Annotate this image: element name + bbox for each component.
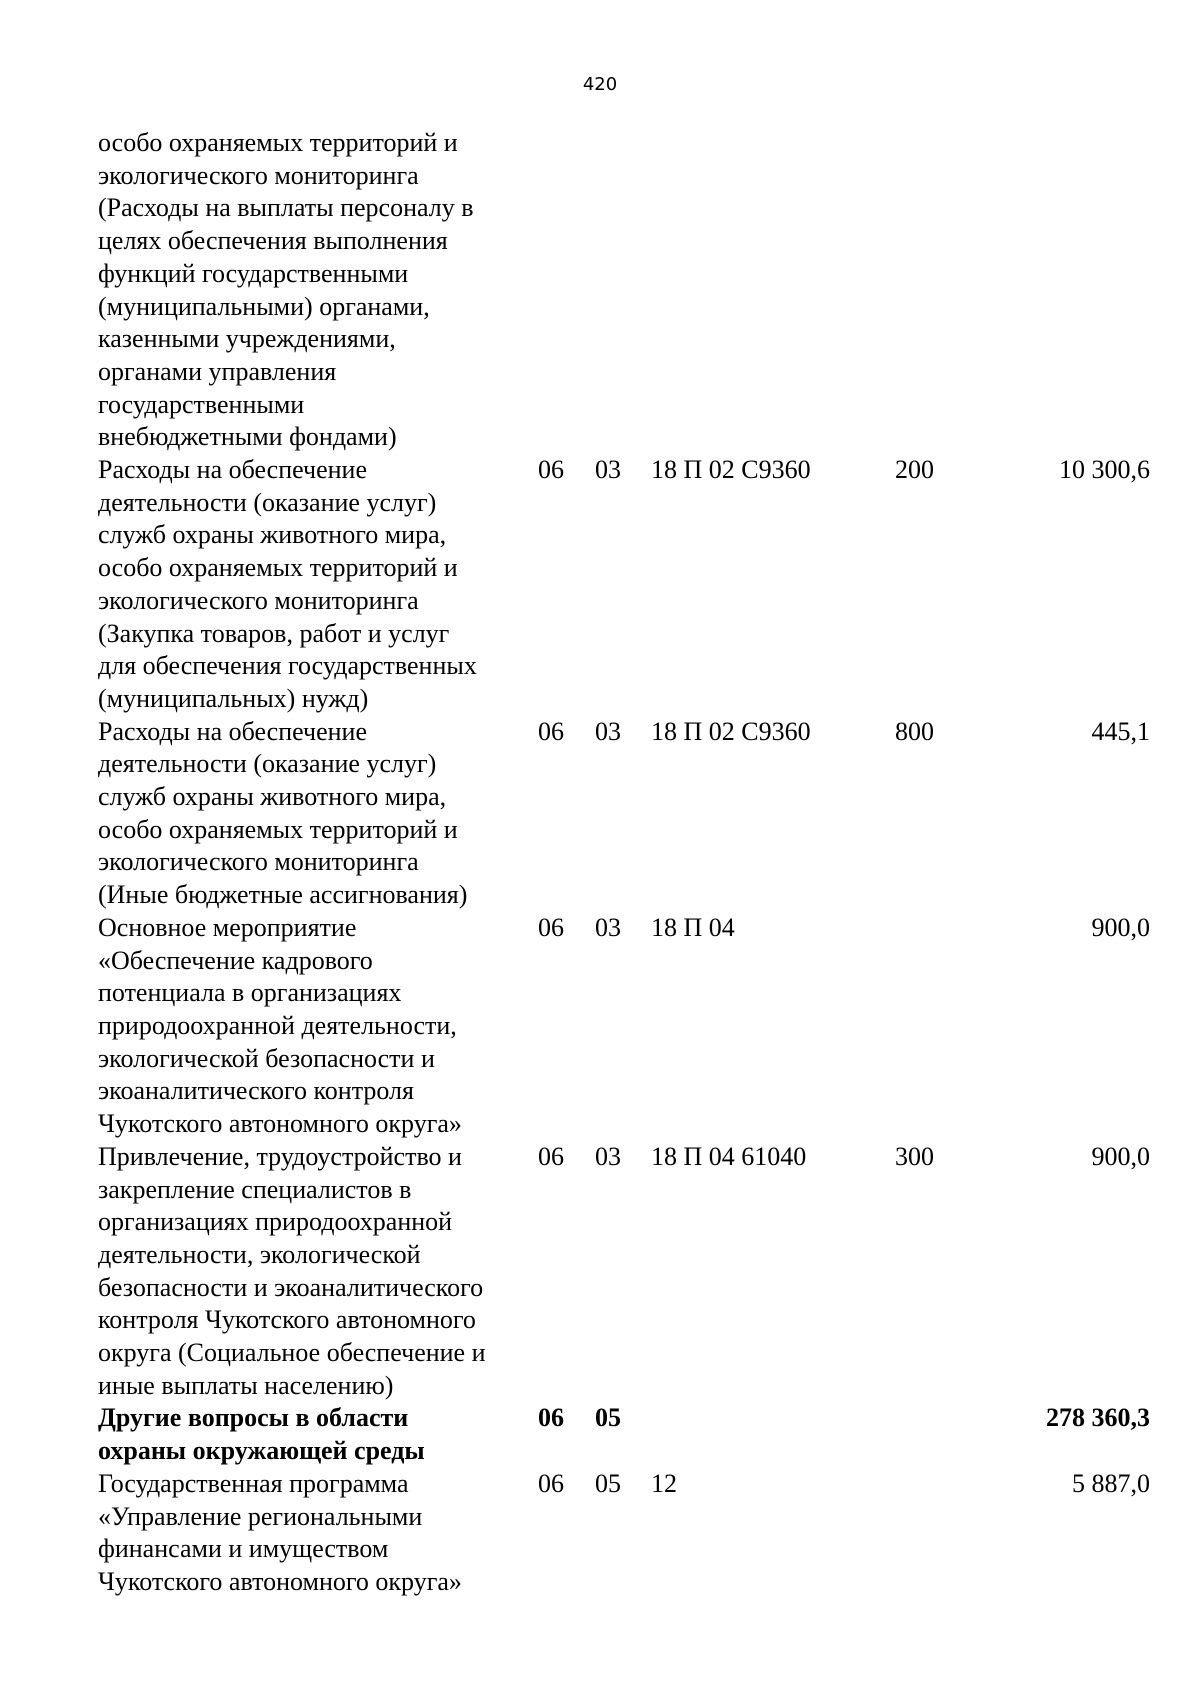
row-expense-type: 300 <box>895 1141 934 1171</box>
row-name: Другие вопросы в области охраны окружающей среды <box>98 1403 425 1466</box>
row-amount: 10 300,6 <box>1059 455 1150 485</box>
row-amount: 278 360,3 <box>1046 1403 1150 1433</box>
table-row <box>98 1141 1150 1403</box>
row-expense-type: 800 <box>895 716 934 746</box>
row-section-code: 06 <box>538 1403 564 1433</box>
row-target-article: 18 П 04 <box>651 912 735 942</box>
row-target-article: 18 П 02 С9360 <box>651 716 811 746</box>
row-target-article: 12 <box>651 1468 677 1498</box>
row-subsection-code: 05 <box>595 1403 621 1433</box>
row-section-code: 06 <box>538 716 564 746</box>
row-name: Расходы на обеспечение деятельности (оказание услуг) служб охраны животного мира, особо охраняемых территорий и экологического мониторинга (Иные бюджетные ассигнования) <box>98 716 468 910</box>
table-row <box>98 1468 1150 1599</box>
table-row <box>98 912 1150 1141</box>
row-name: особо охраняемых территорий и экологического мониторинга (Расходы на выплаты персоналу в целях обеспечения выполнения функций государственными (муниципальными) органами, казенными учреждениями, органами управления государственными внебюджетными фондами) <box>98 128 474 452</box>
row-name: Государственная программа «Управление региональными финансами и имуществом Чукотского автономного округа» <box>98 1468 462 1596</box>
row-target-article: 18 П 04 61040 <box>651 1141 807 1171</box>
row-expense-type: 200 <box>895 455 934 485</box>
page-number: 420 <box>582 74 618 95</box>
row-amount: 900,0 <box>1091 1141 1150 1171</box>
row-name: Основное мероприятие «Обеспечение кадрового потенциала в организациях природоохранной деятельности, экологической безопасности и экоаналитического контроля Чукотского автономного округа» <box>98 912 462 1139</box>
row-name: Привлечение, трудоустройство и закрепление специалистов в организациях природоохранной деятельности, экологической безопасности и экоаналитического контроля Чукотского автономного округа (Социальное обеспечение и иные выплаты населению) <box>98 1141 486 1400</box>
table-row <box>98 127 1150 454</box>
table-row <box>98 454 1150 716</box>
row-subsection-code: 05 <box>595 1468 621 1498</box>
row-subsection-code: 03 <box>595 1141 621 1171</box>
row-target-article: 18 П 02 С9360 <box>651 455 811 485</box>
row-amount: 5 887,0 <box>1072 1468 1150 1498</box>
row-section-code: 06 <box>538 912 564 942</box>
row-name: Расходы на обеспечение деятельности (оказание услуг) служб охраны животного мира, особо охраняемых территорий и экологического мониторинга (Закупка товаров, работ и услуг для обеспечения государственных (муниципальных) нужд) <box>98 455 477 713</box>
row-subsection-code: 03 <box>595 716 621 746</box>
row-amount: 445,1 <box>1091 716 1150 746</box>
table-row-section-total <box>98 1402 1150 1467</box>
table-row <box>98 716 1150 912</box>
row-subsection-code: 03 <box>595 455 621 485</box>
budget-table <box>98 127 1150 1599</box>
row-section-code: 06 <box>538 1141 564 1171</box>
row-amount: 900,0 <box>1091 912 1150 942</box>
row-section-code: 06 <box>538 455 564 485</box>
row-subsection-code: 03 <box>595 912 621 942</box>
row-section-code: 06 <box>538 1468 564 1498</box>
